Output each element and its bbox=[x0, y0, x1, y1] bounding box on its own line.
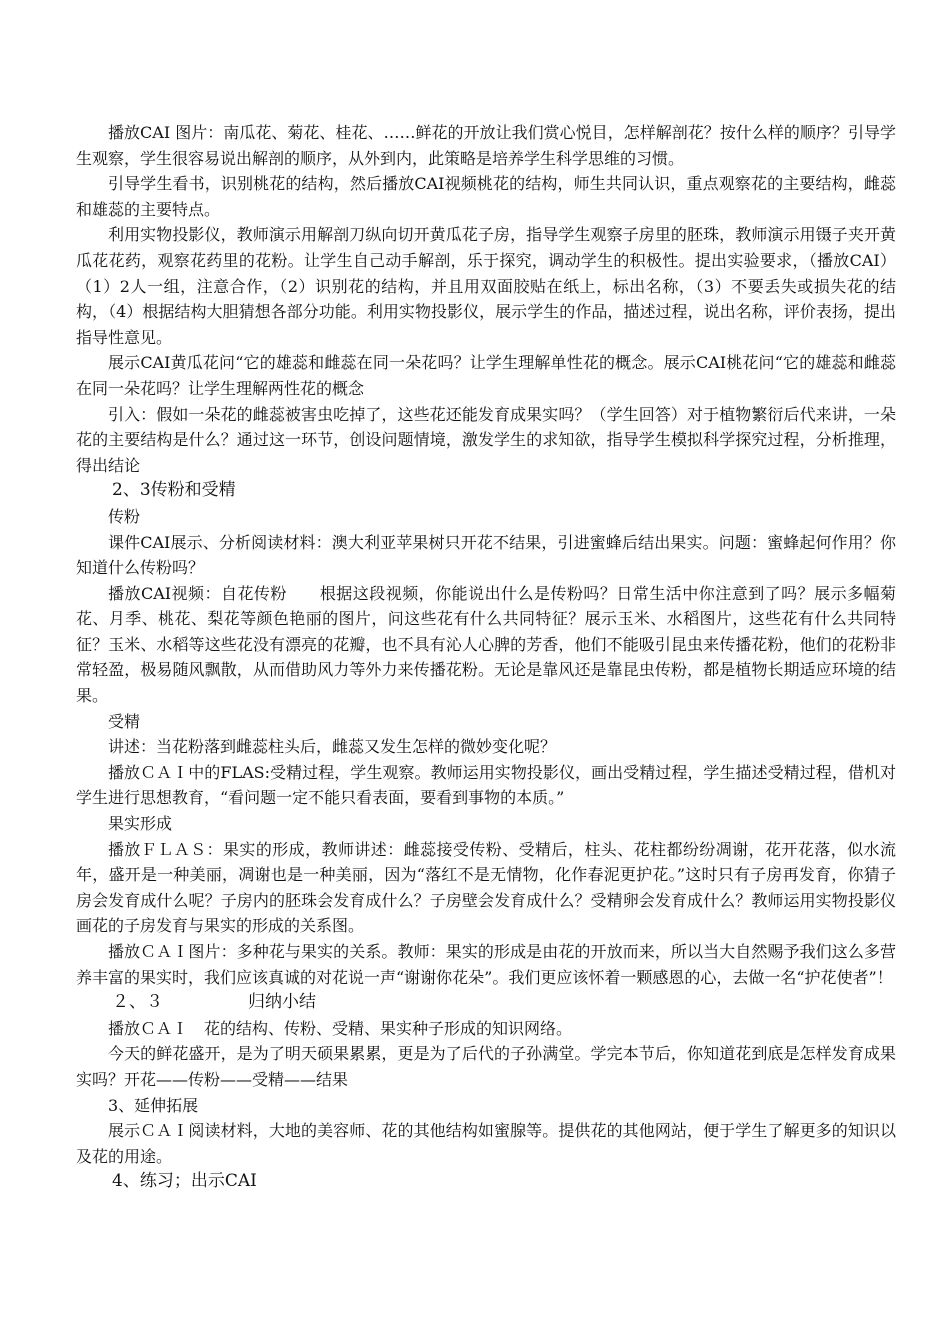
paragraph-conclusion: 今天的鲜花盛开，是为了明天硕果累累，更是为了后代的子孙满堂。学完本节后，你知道花到底是怎样发育成果实吗？开花——传粉——受精——结果 bbox=[76, 1044, 896, 1089]
paragraph-unisexual-flower: 展示CAI黄瓜花问“它的雄蕊和雌蕊在同一朵花吗？让学生理解单性花的概念。展示CAI桃花问“它的雄蕊和雌蕊在同一朵花吗？让学生理解两性花的概念 bbox=[76, 353, 896, 398]
paragraph-cai-flowers: 播放CAI 图片：南瓜花、菊花、桂花、……鲜花的开放让我们赏心悦目，怎样解剖花？按什么样的顺序？引导学生观察，学生很容易说出解剖的顺序，从外到内，此策略是培养学生科学思维的习惯。 bbox=[76, 123, 896, 168]
paragraph-peach-structure: 引导学生看书，识别桃花的结构，然后播放CAI视频桃花的结构，师生共同认识，重点观察花的主要结构，雌蕊和雄蕊的主要特点。 bbox=[76, 174, 896, 219]
paragraph-fertilization-process: 播放ＣＡＩ中的FLAS:受精过程，学生观察。教师运用实物投影仪，画出受精过程，学生描述受精过程，借机对学生进行思想教育，“看问题一定不能只看表面，要看到事物的本质。” bbox=[76, 762, 896, 808]
paragraph-bee-material: 课件CAI展示、分析阅读材料：澳大利亚苹果树只开花不结果，引进蜜蜂后结出果实。问题：蜜蜂起何作用？你知道什么传粉吗？ bbox=[76, 532, 896, 578]
paragraph-reading-material: 展示ＣＡＩ阅读材料，大地的美容师、花的其他结构如蜜腺等。提供花的其他网站，便于学生了解更多的知识以及花的用途。 bbox=[76, 1121, 896, 1166]
paragraph-flower-fruit-relation: 播放ＣＡＩ图片：多种花与果实的关系。教师：果实的形成是由花的开放而来，所以当大自然赐予我们这么多营养丰富的果实时，我们应该真诚的对花说一声“谢谢你花朵”。我们更应该怀着一颗感恩的心，去做一名“护花使者”！ bbox=[76, 942, 896, 987]
subheading-fruit-formation: 果实形成 bbox=[108, 814, 173, 834]
subheading-pollination: 传粉 bbox=[108, 506, 141, 526]
paragraph-lecture-stigma: 讲述：当花粉落到雌蕊柱头后，雌蕊又发生怎样的微妙变化呢？ bbox=[108, 737, 557, 757]
heading-exercise: 4、练习；出示CAI bbox=[112, 1171, 257, 1192]
subheading-fertilization: 受精 bbox=[108, 711, 141, 731]
document-page bbox=[76, 120, 896, 1195]
paragraph-fruit-formation: 播放ＦＬＡＳ：果实的形成，教师讲述：雌蕊接受传粉、受精后，柱头、花柱都纷纷凋谢，花开花落，似水流年，盛开是一种美丽，凋谢也是一种美丽，因为“落红不是无情物，化作春泥更护花。”这时只有子房再发育，你猜子房会发育成什么呢？子房内的胚珠会发育成什么？子房壁会发育成什么？受精卵会发育成什么？教师运用实物投影仪画花的子房发育与果实的形成的关系图。 bbox=[76, 839, 896, 936]
heading-summary: ２、３ 归纳小结 bbox=[112, 992, 316, 1013]
heading-pollination-fertilization: 2、3传粉和受精 bbox=[112, 480, 236, 501]
paragraph-dissection: 利用实物投影仪，教师演示用解剖刀纵向切开黄瓜花子房，指导学生观察子房里的胚珠，教师演示用镊子夹开黄瓜花花药，观察花药里的花粉。让学生自己动手解剖，乐于探究，调动学生的积极性。提出实验要求，（播放CAI）（1）2人一组，注意合作，（2）识别花的结构，并且用双面胶贴在纸上，标出名称，（3）不要丢失或损失花的结构，（4）根据结构大胆猜想各部分功能。利用实物投影仪，展示学生的作品，描述过程，说出名称，评价表扬，提出指导性意见。 bbox=[76, 225, 896, 347]
heading-extension: 3、延伸拓展 bbox=[108, 1095, 199, 1115]
paragraph-knowledge-network: 播放ＣＡＩ 花的结构、传粉、受精、果实种子形成的知识网络。 bbox=[108, 1018, 573, 1038]
paragraph-introduction: 引入：假如一朵花的雌蕊被害虫吃掉了，这些花还能发育成果实吗？（学生回答）对于植物繁衍后代来讲，一朵花的主要结构是什么？通过这一环节，创设问题情境，激发学生的求知欲，指导学生模拟科学探究过程，分析推理，得出结论 bbox=[76, 404, 896, 475]
paragraph-self-pollination: 播放CAI视频：自花传粉 根据这段视频，你能说出什么是传粉吗？日常生活中你注意到了吗？展示多幅菊花、月季、桃花、梨花等颜色艳丽的图片，问这些花有什么共同特征？展示玉米、水稻图片，这些花有什么共同特征？玉米、水稻等这些花没有漂亮的花瓣，也不具有沁人心脾的芳香，他们不能吸引昆虫来传播花粉，他们的花粉非常轻盈，极易随风飘散，从而借助风力等外力来传播花粉。无论是靠风还是靠昆虫传粉，都是植物长期适应环境的结果。 bbox=[76, 583, 896, 706]
